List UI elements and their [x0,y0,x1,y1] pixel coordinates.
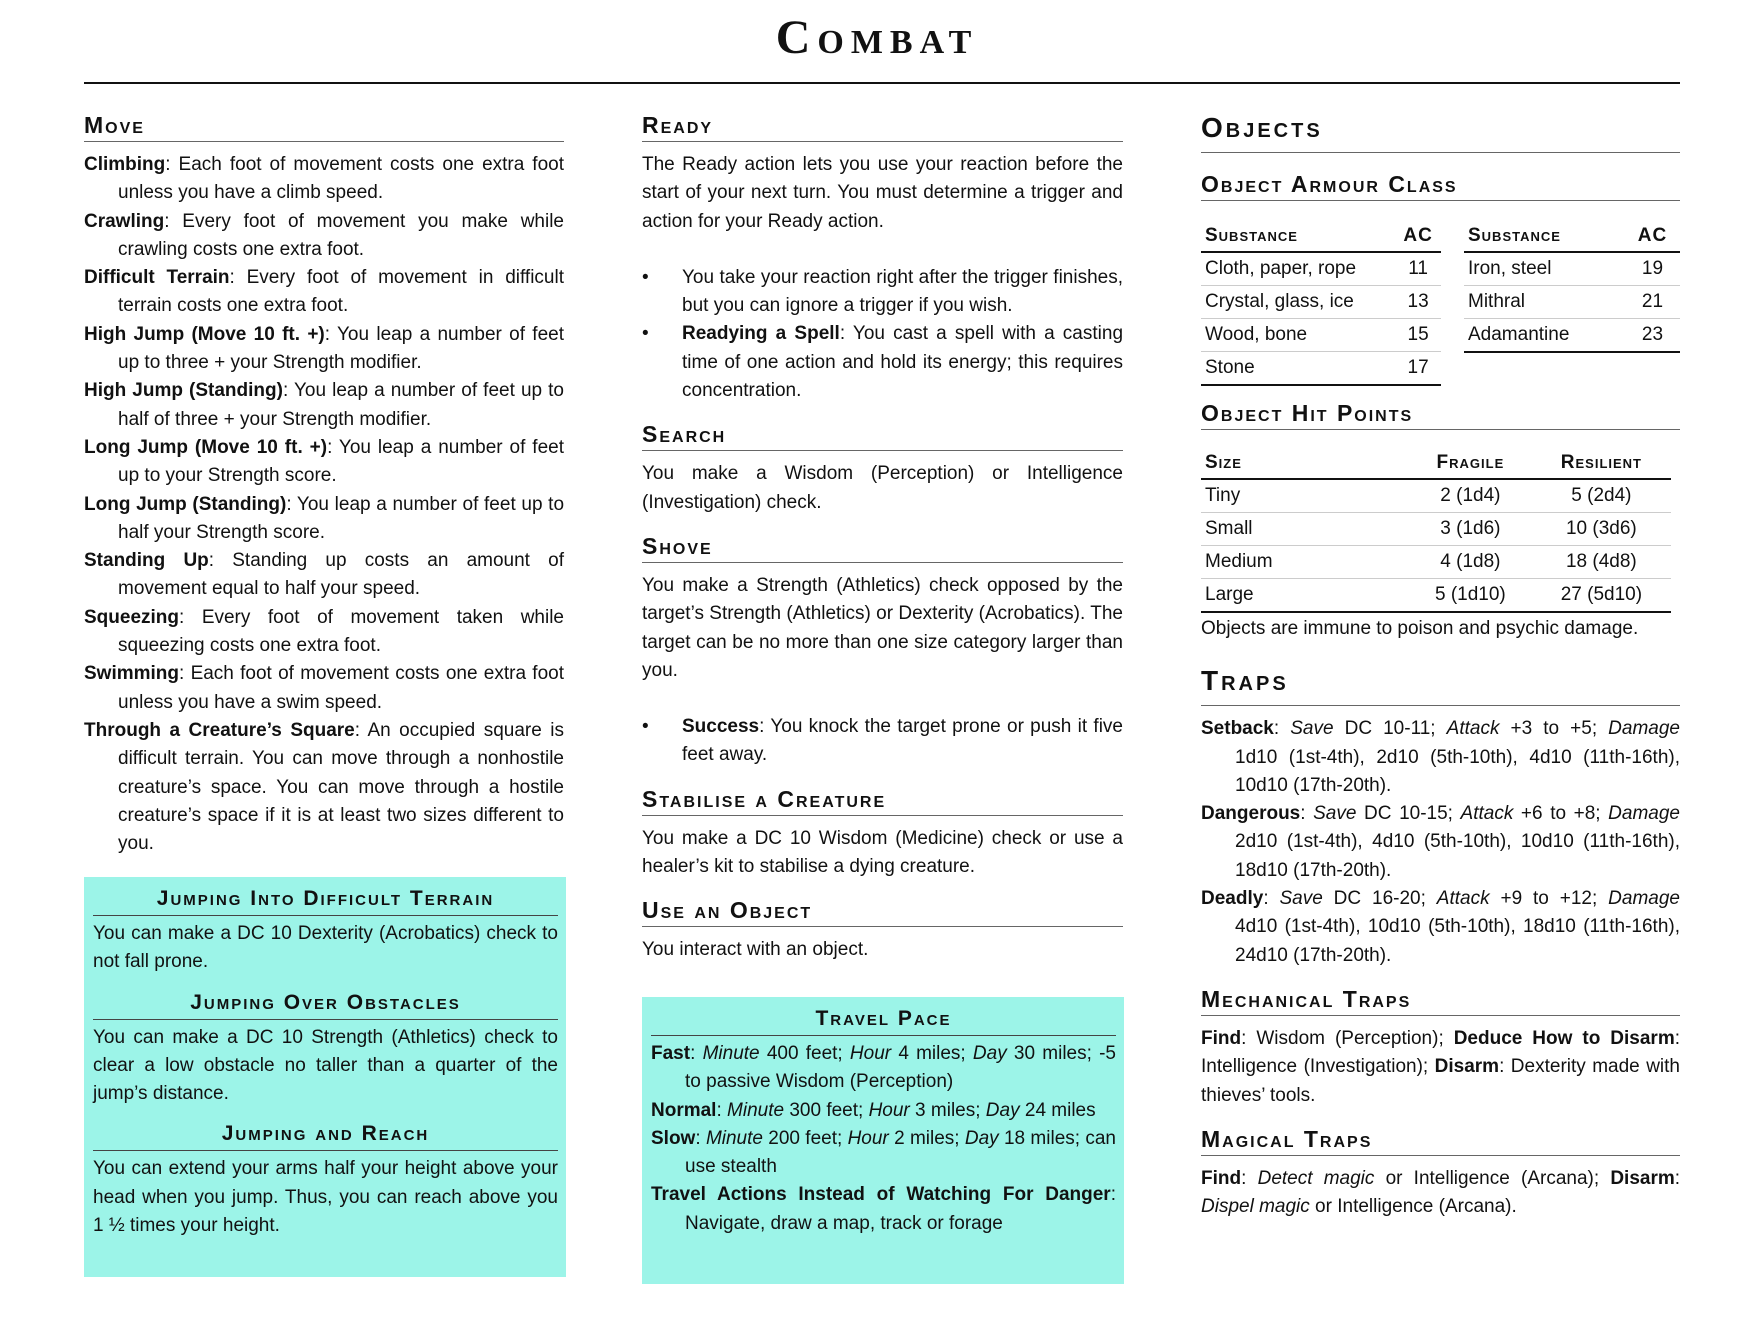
actions-column [642,112,1123,965]
value: 24 miles [1019,1099,1096,1121]
value: 4d10 (1st-4th), 10d10 (5th-10th), 18d10 (11th-16th), 24d10 (17th-20th). [1235,916,1680,966]
cell-substance: Stone [1201,352,1395,386]
term: Deduce How to Disarm [1453,1027,1675,1049]
cell-substance: Mithral [1464,286,1625,319]
bullet-term: Readying a Spell [682,323,840,345]
object-ac-table-left [1201,217,1441,386]
term: Disarm [1434,1056,1500,1078]
move-entry [84,321,564,378]
term: Find [1201,1167,1242,1189]
table-row [1201,252,1441,286]
term: Disarm [1610,1167,1675,1189]
cell-ac: 21 [1625,286,1680,319]
value: 300 feet; [784,1099,869,1121]
move-entry [84,491,564,548]
column-header: AC [1625,217,1680,252]
entry-text: : Navigate, draw a map, track or forage [685,1184,1116,1234]
page-title: Combat [775,11,979,64]
magical-traps-heading: Magical Traps [1201,1126,1680,1156]
move-entry [84,264,564,321]
label-damage: Damage [1608,803,1680,825]
entry-term: Dangerous [1201,803,1301,825]
travel-actions [651,1181,1116,1238]
entry-term: Normal [651,1099,717,1121]
cell-fragile: 3 (1d6) [1409,513,1532,546]
value: 1d10 (1st-4th), 2d10 (5th-10th), 4d10 (11th-16th), 10d10 (17th-20th). [1235,746,1680,796]
entry-term: Crawling [84,210,165,232]
entry-term: Standing Up [84,550,209,572]
cell-substance: Cloth, paper, rope [1201,252,1395,286]
mechanical-traps-text [1201,1025,1680,1110]
column-header: Resilient [1532,444,1671,479]
move-entry [84,547,564,604]
shove-bullets [642,713,1123,770]
spell-name: Detect magic [1257,1167,1375,1189]
ready-bullet: • You take your reaction right after the trigger finishes, but you can ignore a trigger if you wish. [642,264,1123,321]
cell-ac: 15 [1395,319,1441,352]
cell-fragile: 2 (1d4) [1409,479,1532,513]
object-ac-table-right [1464,217,1680,353]
value: 2d10 (1st-4th), 4d10 (5th-10th), 10d10 (11th-16th), 18d10 (17th-20th). [1235,831,1680,881]
entry-term: High Jump (Move 10 ft. +) [84,323,325,345]
travel-pace-entries [651,1040,1116,1238]
travel-slow: Slow: Minute 200 feet; Hour 2 miles; Day 18 miles; can use stealth [651,1127,1116,1178]
label-damage: Damage [1608,888,1680,910]
bullet-text: : You knock the target prone or push it five feet away. [682,716,1123,766]
table-row [1464,252,1680,286]
travel-fast: Fast: Minute 400 feet; Hour 4 miles; Day 30 miles; -5 to passive Wisdom (Perception) [651,1043,1116,1093]
cell-ac: 13 [1395,286,1441,319]
jumping-reach-text: You can extend your arms half your height above your head when you jump. Thus, you can reach above you 1 ½ times your height. [93,1158,558,1237]
cell-resilient: 27 (5d10) [1532,579,1671,613]
travel-pace-heading: Travel Pace [651,1005,1116,1036]
object-ac-tables [1201,217,1680,386]
table-row [1201,479,1671,513]
move-column [84,112,564,858]
trap-dangerous: Dangerous: Save DC 10-15; Attack +6 to +8; Damage 2d10 (1st-4th), 4d10 (5th-10th), 10d10 (11th-16th), 18d10 (17th-20th). [1201,803,1680,881]
move-entry [84,208,564,265]
value: +9 to +12; [1489,888,1609,910]
value: +3 to +5; [1499,718,1609,740]
object-hp-table [1201,444,1671,613]
use-object-text: You interact with an object. [642,939,869,961]
label-hour: Hour [849,1043,892,1064]
use-object-heading: Use an Object [642,897,1123,927]
text: : Dexterity made with thieves’ tools. [1201,1056,1680,1106]
entry-text: : You leap a number of feet up to half your Strength score. [118,493,565,543]
jumping-sidebar [84,877,566,1277]
cell-resilient: 10 (3d6) [1532,513,1671,546]
bullet-text: : You cast a spell with a casting time of one action and hold its energy; this requires concentration. [682,323,1124,402]
entry-text: : You leap a number of feet up to three + your Strength modifier. [118,323,564,374]
move-entries [84,151,564,858]
cell-ac: 23 [1625,319,1680,353]
entry-text: : Each foot of movement costs one extra foot unless you have a swim speed. [118,663,564,713]
term: Find [1201,1027,1242,1049]
entry-term: Slow [651,1127,696,1149]
move-entry [84,434,564,491]
ready-heading: Ready [642,112,1123,142]
move-entry [84,151,564,208]
label-hour: Hour [868,1099,910,1121]
label-save: Save [1290,718,1334,740]
jumping-difficult-terrain-text: You can make a DC 10 Dexterity (Acrobatics) check to not fall prone. [93,923,558,973]
cell-ac: 11 [1395,252,1441,286]
cell-ac: 17 [1395,352,1441,386]
column-header: Substance [1464,217,1625,252]
entry-term: Fast [651,1043,691,1064]
entry-term: Deadly [1201,888,1264,910]
search-text: You make a Wisdom (Perception) or Intelligence (Investigation) check. [642,463,1123,513]
label-day: Day [964,1127,999,1149]
entry-text: : An occupied square is difficult terrain. You can move through a nonhostile creature’s space. You can move through a hostile creature’s space if it is at least two sizes different to you. [118,719,564,855]
entry-term: Difficult Terrain [84,267,230,289]
label-save: Save [1279,888,1323,910]
jumping-reach-heading: Jumping and Reach [93,1120,558,1151]
entry-term: Swimming [84,663,180,685]
table-row [1201,513,1671,546]
search-heading: Search [642,421,1123,451]
travel-pace-sidebar [642,997,1124,1284]
text: : Intelligence (Investigation); [1201,1027,1681,1078]
shove-text: You make a Strength (Athletics) check opposed by the target’s Strength (Athletics) or Dexterity (Acrobatics). The target can be no more than one size category larger than you. [642,574,1123,681]
move-entry [84,660,564,717]
value: 400 feet; [759,1043,850,1064]
table-row [1464,319,1680,353]
label-save: Save [1313,803,1357,825]
table-row [1201,319,1441,352]
cell-size: Small [1201,513,1409,546]
entry-term: Climbing [84,154,166,175]
trap-deadly: Deadly: Save DC 16-20; Attack +9 to +12; Damage 4d10 (1st-4th), 10d10 (5th-10th), 18d10 (11th-16th), 24d10 (17th-20th). [1201,888,1680,966]
entry-term: Travel Actions Instead of Watching For Danger [651,1184,1111,1206]
jumping-difficult-terrain-heading: Jumping Into Difficult Terrain [93,885,558,916]
objects-column [1201,112,1680,1221]
entry-term: Squeezing [84,606,180,628]
trap-levels [1201,715,1680,970]
cell-substance: Iron, steel [1464,252,1625,286]
mechanical-traps-heading: Mechanical Traps [1201,986,1680,1016]
text: or Intelligence (Arcana). [1309,1196,1517,1218]
object-ac-heading: Object Armour Class [1201,171,1680,201]
column-header: Fragile [1409,444,1532,479]
label-minute: Minute [705,1127,763,1149]
label-attack: Attack [1460,803,1514,825]
object-hp-heading: Object Hit Points [1201,400,1680,430]
cell-resilient: 18 (4d8) [1532,546,1671,579]
label-day: Day [972,1043,1007,1064]
table-row [1201,352,1441,386]
objects-heading: Objects [1201,112,1680,153]
entry-term: Setback [1201,718,1274,740]
column-header: AC [1395,217,1441,252]
column-header: Size [1201,444,1409,479]
value: +6 to +8; [1513,803,1609,825]
entry-text: : Every foot of movement in difficult terrain costs one extra foot. [118,267,564,317]
label-minute: Minute [727,1099,785,1121]
entry-term: Through a Creature’s Square [84,719,355,741]
move-heading: Move [84,112,564,142]
spell-name: Dispel magic [1201,1196,1310,1218]
shove-bullet [642,713,1123,770]
entry-text: : Standing up costs an amount of movement equal to half your speed. [118,550,564,600]
value: 18 miles; can use stealth [685,1127,1116,1178]
bullet-term: Success [682,716,760,738]
title-divider [84,82,1680,84]
value: 3 miles; [909,1099,986,1121]
trap-setback: Setback: Save DC 10-11; Attack +3 to +5; Damage 1d10 (1st-4th), 2d10 (5th-10th), 4d10 (11th-16th), 10d10 (17th-20th). [1201,718,1680,796]
travel-normal: Normal: Minute 300 feet; Hour 3 miles; Day 24 miles [651,1099,1096,1121]
value: DC 16-20; [1322,888,1437,910]
table-row [1201,546,1671,579]
value: 200 feet; [762,1127,848,1149]
objects-immune-note: Objects are immune to poison and psychic damage. [1201,618,1639,639]
move-entry [84,604,564,661]
label-day: Day [985,1099,1020,1121]
table-row [1464,286,1680,319]
value: DC 10-15; [1356,803,1461,825]
move-entry [84,377,564,434]
label-minute: Minute [702,1043,760,1064]
entry-text: : Every foot of movement you make while crawling costs one extra foot. [118,210,564,260]
entry-text: : Each foot of movement costs one extra foot unless you have a climb speed. [118,154,564,204]
stabilise-heading: Stabilise a Creature [642,786,1123,816]
entry-term: Long Jump (Move 10 ft. +) [84,436,328,458]
ready-bullets [642,264,1123,405]
cell-size: Medium [1201,546,1409,579]
stabilise-text: You make a DC 10 Wisdom (Medicine) check or use a healer’s kit to stabilise a dying creature. [642,827,1123,878]
label-damage: Damage [1608,718,1680,740]
table-row [1201,286,1441,319]
cell-fragile: 5 (1d10) [1409,579,1532,613]
cell-fragile: 4 (1d8) [1409,546,1532,579]
label-attack: Attack [1446,718,1500,740]
entry-text: : You leap a number of feet up to your Strength score. [118,436,564,487]
value: 4 miles; [891,1043,973,1064]
cell-size: Large [1201,579,1409,613]
cell-substance: Wood, bone [1201,319,1395,352]
cell-resilient: 5 (2d4) [1532,479,1671,513]
shove-heading: Shove [642,533,1123,563]
cell-size: Tiny [1201,479,1409,513]
ready-text: The Ready action lets you use your reaction before the start of your next turn. You must determine a trigger and action for your Ready action. [642,154,1123,232]
move-entry [84,717,564,858]
value: 30 miles; -5 to passive Wisdom (Perception) [685,1043,1116,1093]
cell-ac: 19 [1625,252,1680,286]
entry-term: High Jump (Standing) [84,380,283,402]
value: 2 miles; [888,1127,965,1149]
text: : Wisdom (Perception); [1241,1027,1454,1049]
jumping-obstacles-text: You can make a DC 10 Strength (Athletics) check to clear a low obstacle no taller than a quarter of the jump’s distance. [93,1026,558,1105]
label-hour: Hour [847,1127,889,1149]
ready-bullet [642,320,1123,405]
table-row [1201,579,1671,613]
entry-term: Long Jump (Standing) [84,493,287,515]
cell-substance: Adamantine [1464,319,1625,353]
label-attack: Attack [1436,888,1490,910]
column-header: Substance [1201,217,1395,252]
traps-heading: Traps [1201,665,1680,706]
cell-substance: Crystal, glass, ice [1201,286,1395,319]
jumping-obstacles-heading: Jumping Over Obstacles [93,989,558,1020]
value: DC 10-11; [1333,718,1447,740]
entry-text: : Every foot of movement taken while squeezing costs one extra foot. [118,606,564,657]
entry-text: : You leap a number of feet up to half of three + your Strength modifier. [118,380,564,430]
text: or Intelligence (Arcana); [1374,1167,1611,1189]
magical-traps-text: Find: Detect magic or Intelligence (Arcana); Disarm: Dispel magic or Intelligence (Arcana). [1201,1167,1681,1218]
